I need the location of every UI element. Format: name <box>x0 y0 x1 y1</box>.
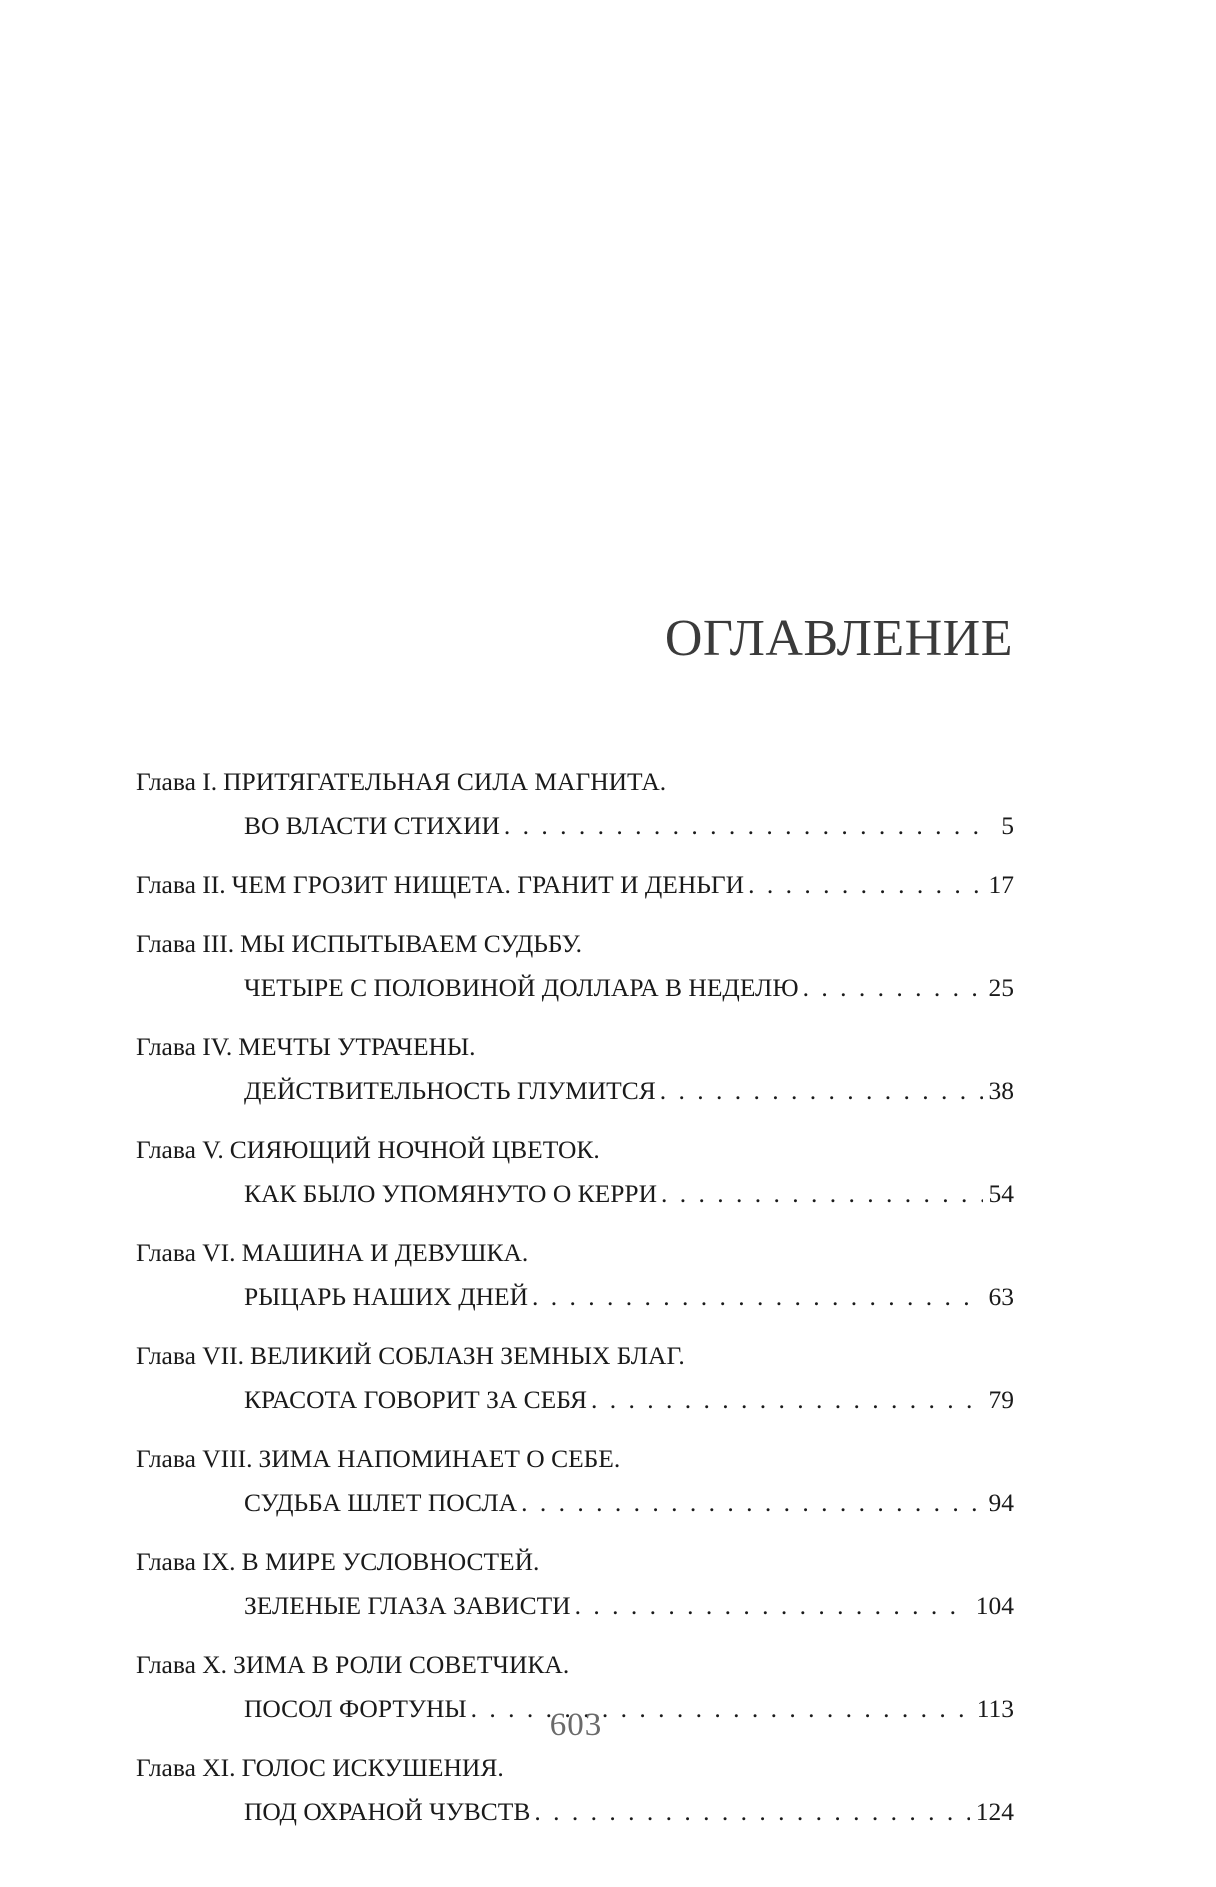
chapter-title: ЗИМА НАПОМИНАЕТ О СЕБЕ. <box>258 1444 621 1473</box>
chapter-title: ЧЕМ ГРОЗИТ НИЩЕТА. ГРАНИТ И ДЕНЬГИ <box>231 870 745 899</box>
chapter-title: СИЯЮЩИЙ НОЧНОЙ ЦВЕТОК. <box>229 1135 600 1164</box>
toc-entry <box>136 922 1014 1010</box>
page-number: 54 <box>988 1179 1014 1208</box>
page-number: 5 <box>1001 811 1014 840</box>
dot-leader <box>534 1790 969 1834</box>
folio-page-number: 603 <box>549 1707 603 1743</box>
toc-entry <box>136 1746 1014 1834</box>
toc-entry <box>136 760 1014 848</box>
chapter-subtitle: ЗЕЛЕНЫЕ ГЛАЗА ЗАВИСТИ <box>244 1591 571 1620</box>
chapter-label: Глава X. <box>136 1650 228 1679</box>
chapter-title: В МИРЕ УСЛОВНОСТЕЙ. <box>241 1547 540 1576</box>
page-number: 113 <box>976 1694 1014 1723</box>
chapter-subtitle: РЫЦАРЬ НАШИХ ДНЕЙ <box>244 1282 529 1311</box>
chapter-label: Глава XI. <box>136 1753 236 1782</box>
chapter-label: Глава VI. <box>136 1238 236 1267</box>
toc-entry <box>136 1334 1014 1422</box>
page-number: 38 <box>988 1076 1014 1105</box>
chapter-label: Глава III. <box>136 929 235 958</box>
chapter-label: Глава I. <box>136 767 218 796</box>
table-of-contents <box>136 760 1014 1849</box>
page-number: 124 <box>975 1797 1014 1826</box>
dot-leader <box>591 1378 982 1422</box>
chapter-subtitle: СУДЬБА ШЛЕТ ПОСЛА <box>244 1488 518 1517</box>
page-number: 94 <box>988 1488 1014 1517</box>
chapter-subtitle: ПОД ОХРАНОЙ ЧУВСТВ <box>244 1797 531 1826</box>
page-number: 63 <box>988 1282 1014 1311</box>
page-number: 104 <box>975 1591 1014 1620</box>
chapter-subtitle: ПОСОЛ ФОРТУНЫ <box>244 1694 467 1723</box>
chapter-label: Глава VIII. <box>136 1444 253 1473</box>
toc-entry <box>136 1231 1014 1319</box>
chapter-title: МЕЧТЫ УТРАЧЕНЫ. <box>238 1032 476 1061</box>
chapter-title: ЗИМА В РОЛИ СОВЕТЧИКА. <box>233 1650 570 1679</box>
dot-leader <box>532 1275 982 1319</box>
chapter-subtitle: КРАСОТА ГОВОРИТ ЗА СЕБЯ <box>244 1385 588 1414</box>
page-number: 17 <box>988 870 1014 899</box>
chapter-subtitle: КАК БЫЛО УПОМЯНУТО О КЕРРИ <box>244 1179 657 1208</box>
dot-leader <box>575 1584 970 1628</box>
chapter-title: ПРИТЯГАТЕЛЬНАЯ СИЛА МАГНИТА. <box>223 767 667 796</box>
toc-entry <box>136 1025 1014 1113</box>
chapter-label: Глава V. <box>136 1135 224 1164</box>
chapter-title: ГОЛОС ИСКУШЕНИЯ. <box>241 1753 504 1782</box>
dot-leader <box>521 1481 982 1525</box>
chapter-subtitle: ВО ВЛАСТИ СТИХИИ <box>244 811 500 840</box>
chapter-title: МАШИНА И ДЕВУШКА. <box>241 1238 529 1267</box>
dot-leader <box>504 804 984 848</box>
chapter-label: Глава IV. <box>136 1032 233 1061</box>
dot-leader <box>748 863 982 907</box>
chapter-subtitle: ДЕЙСТВИТЕЛЬНОСТЬ ГЛУМИТСЯ <box>244 1076 656 1105</box>
dot-leader <box>660 1069 983 1113</box>
page-number: 25 <box>988 973 1014 1002</box>
toc-entry <box>136 1128 1014 1216</box>
chapter-title: ВЕЛИКИЙ СОБЛАЗН ЗЕМНЫХ БЛАГ. <box>250 1341 685 1370</box>
chapter-label: Глава VII. <box>136 1341 245 1370</box>
chapter-label: Глава IX. <box>136 1547 236 1576</box>
chapter-label: Глава II. <box>136 870 226 899</box>
toc-entry <box>136 1437 1014 1525</box>
chapter-title: МЫ ИСПЫТЫВАЕМ СУДЬБУ. <box>240 929 582 958</box>
page-title: ОГЛАВЛЕНИЕ <box>664 610 1013 667</box>
toc-entry <box>136 1540 1014 1628</box>
page-number: 79 <box>988 1385 1014 1414</box>
dot-leader <box>661 1172 983 1216</box>
dot-leader <box>803 966 983 1010</box>
toc-entry <box>136 863 1014 907</box>
chapter-subtitle: ЧЕТЫРЕ С ПОЛОВИНОЙ ДОЛЛАРА В НЕДЕЛЮ <box>244 973 799 1002</box>
